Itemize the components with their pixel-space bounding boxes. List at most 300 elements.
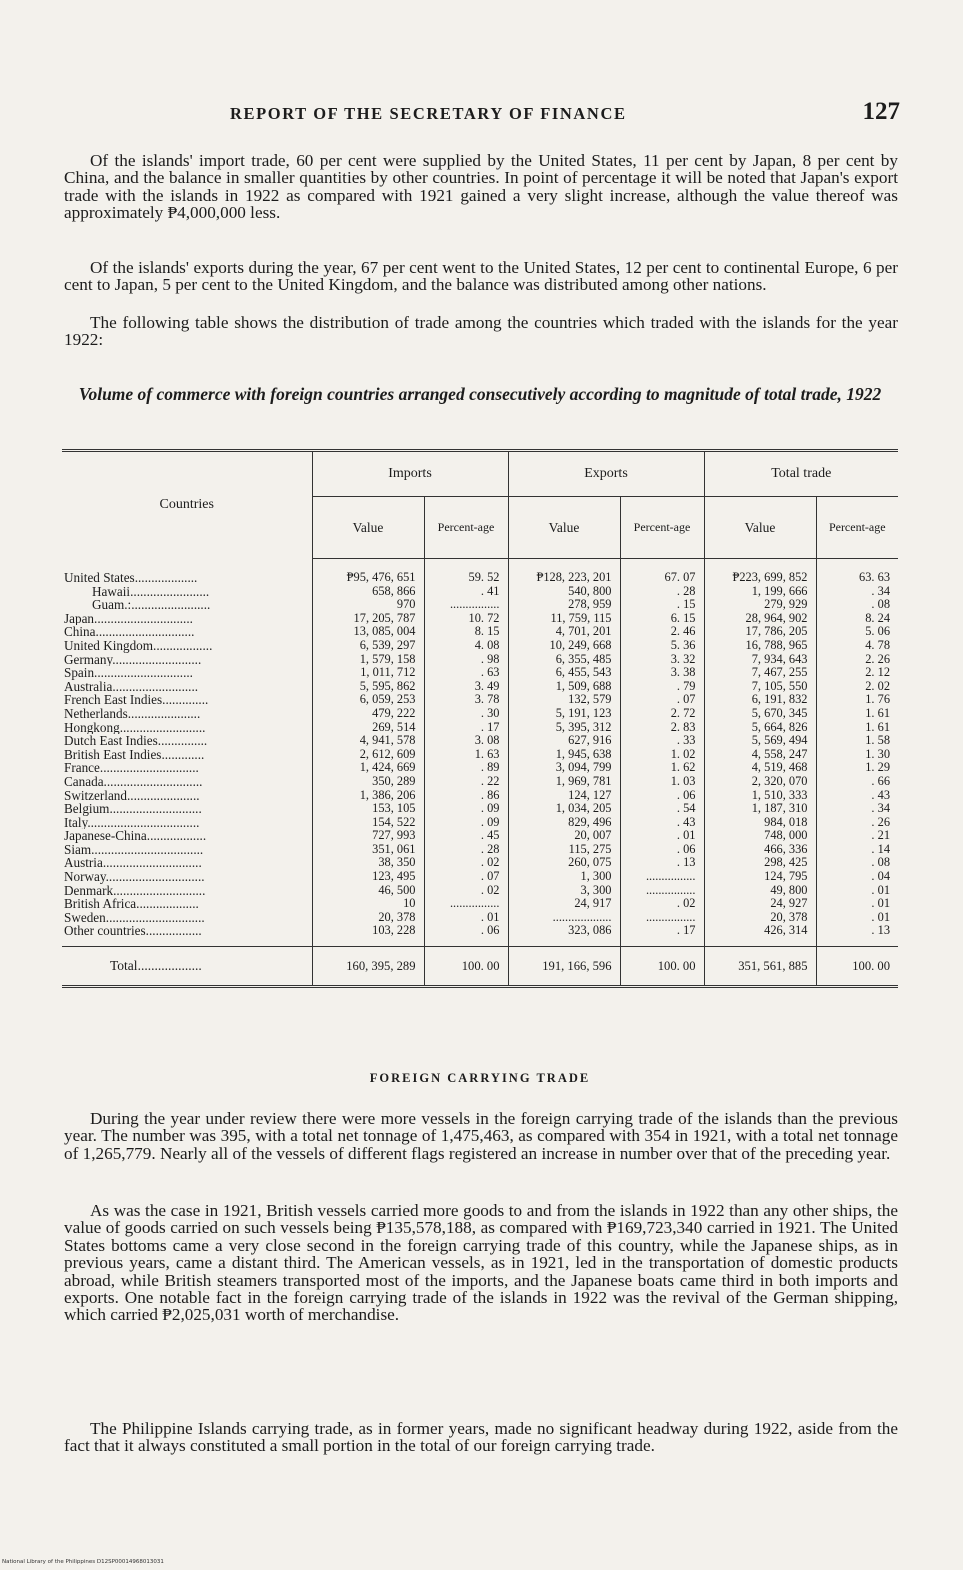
total-trade-percentage-cell: 2. 12 (816, 666, 898, 680)
total-trade-percentage-cell: . 08 (816, 598, 898, 612)
total-trade-value-cell: 5, 670, 345 (704, 707, 816, 721)
column-group-imports: Imports (312, 451, 508, 497)
country-name: United States (64, 569, 135, 585)
total-trade-percentage-cell: 4. 78 (816, 639, 898, 653)
imports-percentage-cell: . 02 (424, 856, 508, 870)
imports-percentage-cell: . 45 (424, 829, 508, 843)
total-trade-value-cell: 24, 927 (704, 897, 816, 911)
table-row (62, 843, 898, 857)
exports-value-cell: ₱128, 223, 201 (508, 559, 620, 585)
imports-value-cell: 46, 500 (312, 884, 424, 898)
country-name: French East Indies (64, 693, 163, 707)
imports-value-cell: 103, 228 (312, 924, 424, 946)
exports-value-cell: 1, 969, 781 (508, 775, 620, 789)
table-row (62, 625, 898, 639)
leader-dots: .................................. (91, 842, 204, 857)
exports-percentage-cell: . 54 (620, 802, 704, 816)
exports-percentage-cell: . 07 (620, 693, 704, 707)
country-name: United Kingdom (64, 638, 154, 653)
leader-dots: .............................. (94, 611, 193, 626)
leader-dots: ............... (157, 734, 208, 748)
total-trade-percentage-cell: . 34 (816, 585, 898, 599)
imports-percentage-cell: . 17 (424, 721, 508, 735)
leader-dots: .............................. (94, 666, 193, 680)
table-caption: Volume of commerce with foreign countries arranged consecutively according to magnitude of total trade, 1922 (78, 384, 882, 404)
total-trade-percentage-cell: . 01 (816, 911, 898, 925)
exports-value-cell: 10, 249, 668 (508, 639, 620, 653)
imports-value-cell: 351, 061 (312, 843, 424, 857)
total-trade-value-cell: 20, 378 (704, 911, 816, 925)
country-name: France (64, 761, 100, 775)
total-trade-value-cell: 1, 510, 333 (704, 789, 816, 803)
table-total-row (62, 947, 898, 987)
total-trade-percentage-cell: . 01 (816, 897, 898, 911)
country-cell (62, 775, 312, 789)
total-trade-value-cell: 4, 519, 468 (704, 761, 816, 775)
country-cell (62, 870, 312, 884)
intro-paragraph-1: Of the islands' import trade, 60 per cent were supplied by the United States, 11 per cent by Japan, 8 per cent by China, and the balance in smaller quantities by other countries. In point of percentage it will be noted that Japan's export trade with the islands in 1922 as compared with 1921 gained a very slight increase, although the value thereof was approximately ₱4,000,000 less. (64, 151, 898, 223)
section-paragraph-1: During the year under review there were more vessels in the foreign carrying trade of the islands than the previous year. The number was 395, with a total net tonnage of 1,475,463, as compared with 354 in 1921, with a total net tonnage of 1,265,779. Nearly all of the vessels of different flags registered an increase in number over that of the preceding year. (64, 1109, 898, 1163)
table-row (62, 612, 898, 626)
imports-percentage-cell: . 89 (424, 761, 508, 775)
imports-percentage-header: Percent-age (424, 497, 508, 559)
section-paragraph-3: The Philippine Islands carrying trade, as in former years, made no significant headway during 1922, aside from the fact that it always constituted a small portion in the total of our foreign carrying trade. (64, 1419, 898, 1456)
exports-value-cell: 20, 007 (508, 829, 620, 843)
table-row (62, 897, 898, 911)
total-label-text: Total (110, 958, 138, 974)
imports-value-cell: 479, 222 (312, 707, 424, 721)
country-cell (62, 734, 312, 748)
total-trade-percentage-cell: . 04 (816, 870, 898, 884)
exports-value-cell: 323, 086 (508, 924, 620, 946)
exports-value-cell: 6, 455, 543 (508, 666, 620, 680)
table-row (62, 761, 898, 775)
page-header (60, 98, 900, 132)
table-row (62, 911, 898, 925)
imports-percentage-cell: 4. 08 (424, 639, 508, 653)
leader-dots: .............................. (99, 761, 199, 775)
total-trade-value-cell: ₱223, 699, 852 (704, 559, 816, 585)
imports-percentage-cell: 3. 08 (424, 734, 508, 748)
total-trade-percentage-cell: 1. 30 (816, 748, 898, 762)
exports-value-cell: 1, 300 (508, 870, 620, 884)
country-name: Hawaii (92, 584, 131, 599)
exports-percentage-cell: 2. 46 (620, 625, 704, 639)
imports-percentage-cell: 3. 78 (424, 693, 508, 707)
total-trade-value-cell: 748, 000 (704, 829, 816, 843)
imports-percentage-cell: . 02 (424, 884, 508, 898)
leader-dots: .............................. (105, 870, 205, 884)
total-trade-percentage-cell: . 14 (816, 843, 898, 857)
country-cell (62, 666, 312, 680)
imports-value-cell: 17, 205, 787 (312, 612, 424, 626)
country-cell (62, 816, 312, 830)
imports-value-cell: 13, 085, 004 (312, 625, 424, 639)
country-name: Australia (64, 679, 113, 694)
imports-percentage-cell: . 98 (424, 653, 508, 667)
imports-value-cell: 1, 424, 669 (312, 761, 424, 775)
imports-value-cell: 1, 011, 712 (312, 666, 424, 680)
leader-dots: .............................. (103, 774, 203, 789)
exports-percentage-cell: . 43 (620, 816, 704, 830)
country-cell (62, 559, 312, 585)
total-trade-percentage-cell: 8. 24 (816, 612, 898, 626)
total-trade-percentage-cell: 1. 58 (816, 734, 898, 748)
exports-percentage-cell: . 06 (620, 789, 704, 803)
table-row (62, 721, 898, 735)
imports-value-cell: 1, 579, 158 (312, 653, 424, 667)
imports-value-cell: 10 (312, 897, 424, 911)
total-trade-value-cell: 279, 929 (704, 598, 816, 612)
table-row (62, 598, 898, 612)
imports-percentage-cell: . 07 (424, 870, 508, 884)
exports-value-cell: 1, 945, 638 (508, 748, 620, 762)
imports-percentage-cell: . 22 (424, 775, 508, 789)
country-cell (62, 829, 312, 843)
total-trade-value-cell: 466, 336 (704, 843, 816, 857)
country-cell (62, 897, 312, 911)
country-name: Spain (64, 666, 95, 680)
exports-percentage-header: Percent-age (620, 497, 704, 559)
exports-value-cell: 829, 496 (508, 816, 620, 830)
total-trade-value-cell: 1, 199, 666 (704, 585, 816, 599)
country-cell (62, 653, 312, 667)
table-row (62, 775, 898, 789)
trade-table (62, 449, 898, 988)
total-percentage-header: Percent-age (816, 497, 898, 559)
imports-value-cell: 38, 350 (312, 856, 424, 870)
country-name: Germany (64, 652, 113, 667)
total-trade-percentage-cell: 1. 76 (816, 693, 898, 707)
intro-paragraph-2: Of the islands' exports during the year, 67 per cent went to the United States, 12 per cent to continental Europe, 6 per cent to Japan, 5 per cent to the United Kingdom, and the balance was distributed among other nations. (64, 258, 898, 295)
imports-percentage-cell: . 01 (424, 911, 508, 925)
column-header-countries: Countries (62, 451, 312, 559)
country-name: Austria (64, 856, 103, 871)
leader-dots: .......................... (119, 720, 206, 735)
table-row (62, 924, 898, 946)
imports-percentage-cell: . 09 (424, 816, 508, 830)
imports-value-cell: 2, 612, 609 (312, 748, 424, 762)
table-row (62, 802, 898, 816)
total-trade-percentage-cell: 1. 29 (816, 761, 898, 775)
imports-value-header: Value (312, 497, 424, 559)
total-value-header: Value (704, 497, 816, 559)
table-row (62, 884, 898, 898)
exports-value-cell: 24, 917 (508, 897, 620, 911)
imports-value-cell: 123, 495 (312, 870, 424, 884)
country-name: Sweden (64, 910, 106, 925)
imports-percentage-cell: . 09 (424, 802, 508, 816)
country-cell (62, 693, 312, 707)
country-cell (62, 802, 312, 816)
country-cell (62, 707, 312, 721)
imports-percentage-cell: 10. 72 (424, 612, 508, 626)
exports-percentage-cell: . 79 (620, 680, 704, 694)
leader-dots: .............................. (95, 625, 195, 639)
country-cell (62, 843, 312, 857)
exports-value-cell: 3, 300 (508, 884, 620, 898)
total-trade-percentage-cell: . 43 (816, 789, 898, 803)
country-name: Japan (64, 611, 95, 626)
table-row (62, 585, 898, 599)
imports-percentage-cell: 59. 52 (424, 559, 508, 585)
country-cell (62, 884, 312, 898)
imports-value-cell: 970 (312, 598, 424, 612)
country-name: Siam (64, 842, 92, 857)
imports-percentage-cell: 1. 63 (424, 748, 508, 762)
leader-dots: .............................. (102, 856, 202, 871)
exports-percentage-cell: . 17 (620, 924, 704, 946)
table-row (62, 666, 898, 680)
total-trade-percentage-cell: 1. 61 (816, 721, 898, 735)
page-number: 127 (862, 98, 900, 125)
exports-percentage-cell: 67. 07 (620, 559, 704, 585)
exports-percentage-cell: ................ (620, 911, 704, 925)
exports-value-cell: 260, 075 (508, 856, 620, 870)
country-name: China (64, 625, 96, 639)
country-name: Other countries (64, 924, 146, 939)
country-name: Norway (64, 870, 106, 884)
total-trade-value-cell: 7, 467, 255 (704, 666, 816, 680)
total-trade-value-cell: 28, 964, 902 (704, 612, 816, 626)
total-trade-value-cell: 2, 320, 070 (704, 775, 816, 789)
imports-percentage-cell: . 86 (424, 789, 508, 803)
imports-value-cell: 727, 993 (312, 829, 424, 843)
table-row (62, 680, 898, 694)
leader-dots: .:........................ (124, 598, 211, 612)
total-trade-percentage: 100. 00 (816, 947, 898, 987)
exports-value-cell: 4, 701, 201 (508, 625, 620, 639)
table-row (62, 870, 898, 884)
exports-percentage-cell: . 15 (620, 598, 704, 612)
leader-dots: .................................. (87, 815, 200, 830)
country-cell (62, 639, 312, 653)
country-name: British Africa (64, 897, 137, 911)
country-cell (62, 612, 312, 626)
total-trade-percentage-cell: . 08 (816, 856, 898, 870)
imports-value-cell: 269, 514 (312, 721, 424, 735)
imports-percentage-cell: . 30 (424, 707, 508, 721)
exports-percentage-cell: 3. 32 (620, 653, 704, 667)
total-trade-value-cell: 49, 800 (704, 884, 816, 898)
country-cell (62, 721, 312, 735)
leader-dots: ...................... (127, 788, 200, 803)
total-trade-percentage-cell: . 01 (816, 884, 898, 898)
exports-percentage-cell: ................ (620, 884, 704, 898)
exports-percentage-cell: 5. 36 (620, 639, 704, 653)
total-trade-percentage-cell: 63. 63 (816, 559, 898, 585)
exports-percentage-cell: . 06 (620, 843, 704, 857)
country-name: Dutch East Indies (64, 734, 158, 748)
imports-value-cell: 1, 386, 206 (312, 789, 424, 803)
total-trade-percentage-cell: . 26 (816, 816, 898, 830)
country-cell (62, 761, 312, 775)
exports-value-cell: 11, 759, 115 (508, 612, 620, 626)
total-trade-value-cell: 298, 425 (704, 856, 816, 870)
imports-value-cell: ₱95, 476, 651 (312, 559, 424, 585)
leader-dots: .................. (146, 829, 207, 843)
total-trade-percentage-cell: 1. 61 (816, 707, 898, 721)
column-group-exports: Exports (508, 451, 704, 497)
running-title: REPORT OF THE SECRETARY OF FINANCE (230, 104, 627, 123)
leader-dots: .............................. (105, 910, 205, 925)
total-trade-value-cell: 124, 795 (704, 870, 816, 884)
total-trade-value-cell: 6, 191, 832 (704, 693, 816, 707)
table-row (62, 559, 898, 585)
exports-value-header: Value (508, 497, 620, 559)
exports-value-cell: 3, 094, 799 (508, 761, 620, 775)
exports-value-cell: 132, 579 (508, 693, 620, 707)
country-cell (62, 924, 312, 946)
exports-value-cell: 1, 034, 205 (508, 802, 620, 816)
exports-percentage-cell: . 02 (620, 897, 704, 911)
exports-value-cell: 1, 509, 688 (508, 680, 620, 694)
imports-percentage-cell: . 06 (424, 924, 508, 946)
imports-percentage-cell: 3. 49 (424, 680, 508, 694)
table-row (62, 789, 898, 803)
imports-percentage-cell: . 63 (424, 666, 508, 680)
leader-dots: ...................... (127, 706, 201, 721)
column-group-total-trade: Total trade (704, 451, 898, 497)
exports-percentage-cell: . 13 (620, 856, 704, 870)
table-row (62, 639, 898, 653)
total-trade-percentage-cell: 2. 02 (816, 680, 898, 694)
exports-percentage-cell: 3. 38 (620, 666, 704, 680)
total-trade-value-cell: 5, 664, 826 (704, 721, 816, 735)
leader-dots: ............. (161, 747, 205, 762)
leader-dots: ............................ (113, 883, 206, 898)
leader-dots: .......................... (112, 679, 199, 694)
leader-dots: .................. (153, 638, 213, 653)
total-imports-percentage: 100. 00 (424, 947, 508, 987)
exports-percentage-cell: 6. 15 (620, 612, 704, 626)
total-trade-value: 351, 561, 885 (704, 947, 816, 987)
exports-value-cell: ................... (508, 911, 620, 925)
exports-value-cell: 278, 959 (508, 598, 620, 612)
imports-value-cell: 153, 105 (312, 802, 424, 816)
table-row (62, 856, 898, 870)
total-label (62, 947, 312, 987)
exports-percentage-cell: 1. 03 (620, 775, 704, 789)
total-trade-value-cell: 17, 786, 205 (704, 625, 816, 639)
imports-percentage-cell: ................ (424, 598, 508, 612)
trade-table-body (62, 559, 898, 947)
country-cell (62, 748, 312, 762)
country-cell (62, 598, 312, 612)
imports-value-cell: 4, 941, 578 (312, 734, 424, 748)
exports-value-cell: 124, 127 (508, 789, 620, 803)
total-trade-value-cell: 16, 788, 965 (704, 639, 816, 653)
country-cell (62, 789, 312, 803)
section-title: FOREIGN CARRYING TRADE (369, 1071, 591, 1085)
table-row (62, 693, 898, 707)
footer-note: National Library of the Philippines D12SP00014968013031 (2, 1559, 164, 1565)
total-exports-value: 191, 166, 596 (508, 947, 620, 987)
section-paragraph-2: As was the case in 1921, British vessels carried more goods to and from the islands in 1922 than any other ships, the value of goods carried on such vessels being ₱135,578,188, as compared with ₱169,723,340 carried in 1921. The United States bottoms came a very close second in the foreign carrying trade of this country, while the Japanese ships, as in previous years, came a distant third. The American vessels, as in 1921, led in the transportation of domestic products abroad, while British steamers transported most of the imports, and the Japanese boats came third in both imports and exports. One notable fact in the foreign carrying trade of the islands in 1922 was the revival of the German shipping, which carried ₱2,025,031 worth of merchandise. (64, 1201, 898, 1325)
leader-dots: .............. (162, 693, 209, 707)
imports-value-cell: 20, 378 (312, 911, 424, 925)
leader-dots: ............................ (109, 802, 202, 816)
exports-percentage-cell: 1. 02 (620, 748, 704, 762)
imports-value-cell: 658, 866 (312, 585, 424, 599)
imports-percentage-cell: ................ (424, 897, 508, 911)
total-trade-percentage-cell: . 66 (816, 775, 898, 789)
leader-dots: ........................... (112, 652, 202, 667)
imports-value-cell: 6, 539, 297 (312, 639, 424, 653)
leader-dots: ................. (145, 924, 202, 939)
country-name: Belgium (64, 802, 110, 816)
imports-value-cell: 6, 059, 253 (312, 693, 424, 707)
exports-percentage-cell: . 33 (620, 734, 704, 748)
imports-value-cell: 154, 522 (312, 816, 424, 830)
country-cell (62, 625, 312, 639)
exports-percentage-cell: 2. 72 (620, 707, 704, 721)
total-trade-percentage-cell: 2. 26 (816, 653, 898, 667)
country-name: Guam (92, 598, 125, 612)
table-row (62, 734, 898, 748)
total-trade-percentage-cell: . 13 (816, 924, 898, 946)
exports-percentage-cell: . 01 (620, 829, 704, 843)
exports-percentage-cell: 2. 83 (620, 721, 704, 735)
exports-percentage-cell: . 28 (620, 585, 704, 599)
total-trade-value-cell: 984, 018 (704, 816, 816, 830)
country-name: Switzerland (64, 788, 127, 803)
country-name: Japanese-China (64, 829, 147, 843)
country-name: Denmark (64, 883, 114, 898)
intro-paragraph-3: The following table shows the distribution of trade among the countries which traded with the islands for the year 1922: (64, 313, 898, 350)
country-name: Hongkong (64, 720, 120, 735)
imports-percentage-cell: . 28 (424, 843, 508, 857)
country-cell (62, 680, 312, 694)
total-trade-value-cell: 7, 934, 643 (704, 653, 816, 667)
total-exports-percentage: 100. 00 (620, 947, 704, 987)
country-name: Italy (64, 815, 88, 830)
exports-value-cell: 5, 395, 312 (508, 721, 620, 735)
table-row (62, 829, 898, 843)
leader-dots: ................... (134, 569, 198, 585)
exports-value-cell: 627, 916 (508, 734, 620, 748)
total-trade-value-cell: 1, 187, 310 (704, 802, 816, 816)
total-trade-value-cell: 5, 569, 494 (704, 734, 816, 748)
table-row (62, 653, 898, 667)
country-name: Canada (64, 774, 104, 789)
total-trade-percentage-cell: . 34 (816, 802, 898, 816)
total-trade-value-cell: 7, 105, 550 (704, 680, 816, 694)
exports-value-cell: 5, 191, 123 (508, 707, 620, 721)
table-row (62, 816, 898, 830)
exports-value-cell: 6, 355, 485 (508, 653, 620, 667)
total-trade-value-cell: 4, 558, 247 (704, 748, 816, 762)
imports-percentage-cell: . 41 (424, 585, 508, 599)
total-trade-value-cell: 426, 314 (704, 924, 816, 946)
country-name: Netherlands (64, 706, 128, 721)
leader-dots: ................... (136, 897, 199, 911)
total-trade-percentage-cell: 5. 06 (816, 625, 898, 639)
exports-percentage-cell: ................ (620, 870, 704, 884)
exports-value-cell: 115, 275 (508, 843, 620, 857)
exports-value-cell: 540, 800 (508, 585, 620, 599)
total-leader-dots: ................... (137, 958, 202, 974)
country-cell (62, 856, 312, 870)
exports-percentage-cell: 1. 62 (620, 761, 704, 775)
country-cell (62, 911, 312, 925)
leader-dots: ........................ (130, 584, 210, 599)
country-cell (62, 585, 312, 599)
table-row (62, 748, 898, 762)
country-name: British East Indies (64, 747, 162, 762)
imports-value-cell: 350, 289 (312, 775, 424, 789)
imports-value-cell: 5, 595, 862 (312, 680, 424, 694)
